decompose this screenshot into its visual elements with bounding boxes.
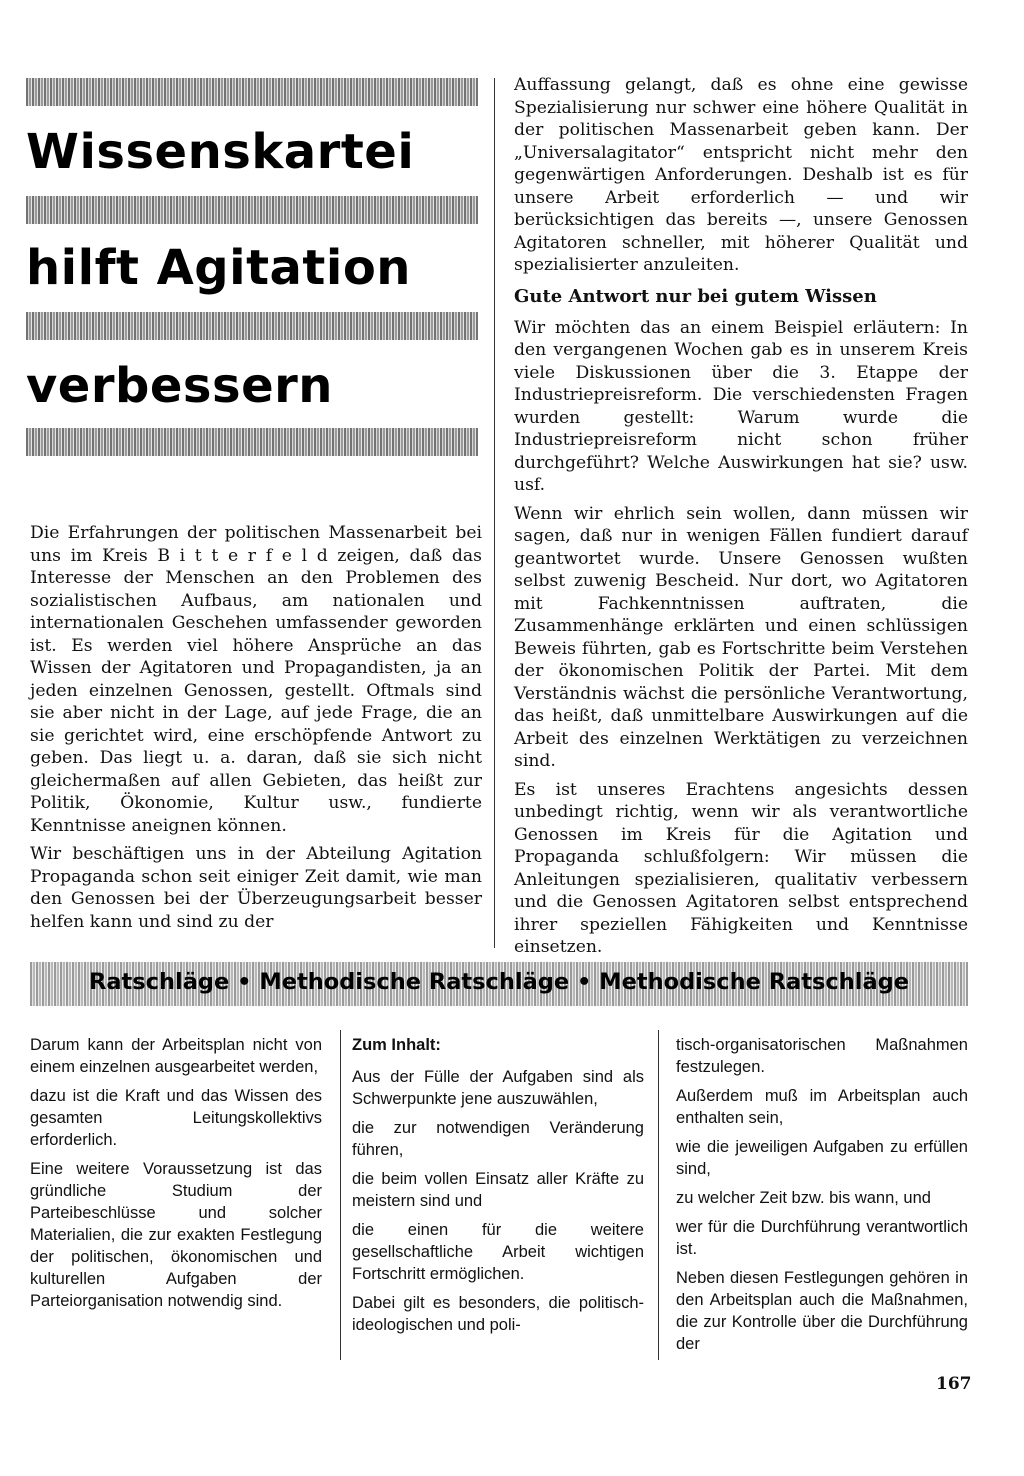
- advice-divider-2: [658, 1030, 659, 1360]
- column-divider: [494, 78, 495, 948]
- right-paragraph-1: Auffassung gelangt, daß es ohne eine gewisse Spezialisierung nur schwer eine höhere Qualität in der politischen Massenarbeit geben kann. Der „Universalagitator“ entspricht nicht mehr den gegenwärtigen Anforderungen. Deshalb ist es für unsere Arbeit erforderlich — und wir berücksichtigen das bereits —, unsere Genossen Agitatoren schneller, mit höherer Qualität und spezialisierter anzuleiten.: [514, 75, 968, 275]
- advice-col3-paragraph-1: tisch-organisatorischen Maßnahmen festzulegen.: [676, 1036, 968, 1076]
- advice-col2-paragraph-1: Aus der Fülle der Aufgaben sind als Schwerpunkte jene auszuwählen,: [352, 1068, 644, 1108]
- advice-column-3: [676, 1034, 968, 1362]
- advice-col1-paragraph-3: Eine weitere Voraussetzung ist das gründliche Studium der Parteibeschlüsse und solcher Materialien, die zur exakten Festlegung der politischen, ökonomischen und kulturellen Aufgaben der Parteiorganisation notwendig sind.: [30, 1160, 322, 1310]
- banner-text: Ratschläge • Methodische Ratschläge • Methodische Ratschläge: [89, 969, 909, 995]
- headline-line-3: verbessern: [26, 358, 333, 414]
- advice-col2-paragraph-5: Dabei gilt es besonders, die politisch-ideologischen und poli-: [352, 1294, 644, 1334]
- advice-col1-paragraph-1: Darum kann der Arbeitsplan nicht von einem einzelnen ausgearbeitet werden,: [30, 1036, 322, 1076]
- advice-col2-heading: Zum Inhalt:: [352, 1036, 441, 1054]
- right-paragraph-2: Wir möchten das an einem Beispiel erläutern: In den vergangenen Wochen gab es in unserem Kreis viele Diskussionen über die 3. Etappe der Industriepreisreform. Die verschiedensten Fragen wurden gestellt: Warum wurde die Industriepreisreform nicht schon früher durchgeführt? Welche Auswirkungen hat sie? usw. usf.: [514, 317, 968, 495]
- decorative-bar-4: [26, 428, 478, 456]
- page-number: 167: [936, 1374, 972, 1394]
- advice-col2-paragraph-2: die zur notwendigen Veränderung führen,: [352, 1119, 644, 1159]
- advice-col3-paragraph-4: zu welcher Zeit bzw. bis wann, und: [676, 1189, 931, 1207]
- advice-column-2: [352, 1034, 644, 1343]
- headline-line-1: Wissenskartei: [26, 124, 415, 180]
- decorative-bar-1: [26, 78, 478, 106]
- section-subheading: Gute Antwort nur bei gutem Wissen: [514, 285, 877, 307]
- advice-banner: [30, 962, 968, 1006]
- advice-col2-paragraph-4: die einen für die weitere gesellschaftliche Arbeit wichtigen Fortschritt ermöglichen.: [352, 1221, 644, 1283]
- advice-divider-1: [340, 1030, 341, 1360]
- right-paragraph-4: Es ist unseres Erachtens angesichts dessen unbedingt richtig, wenn wir als verantwortliche Genossen im Kreis für die Agitation und Propaganda schlußfolgern: Wir müssen die Anleitungen spezialisieren, qualitativ verbessern und die Genossen Agitatoren selbst entsprechend ihrer speziellen Fähigkeiten und Kenntnisse einsetzen.: [514, 779, 968, 957]
- decorative-bar-3: [26, 312, 478, 340]
- right-article-column: [514, 74, 968, 965]
- advice-col1-paragraph-2: dazu ist die Kraft und das Wissen des gesamten Leitungskollektivs erforderlich.: [30, 1087, 322, 1149]
- left-paragraph-2: Wir beschäftigen uns in der Abteilung Agitation Propaganda schon seit einiger Zeit damit, wie man den Genossen bei der Überzeugungsarbeit besser helfen kann und sind zu der: [30, 844, 482, 932]
- headline-line-2: hilft Agitation: [26, 240, 411, 296]
- advice-column-1: [30, 1034, 322, 1319]
- decorative-bar-2: [26, 196, 478, 224]
- advice-col3-paragraph-3: wie die jeweiligen Aufgaben zu erfüllen sind,: [676, 1138, 968, 1178]
- advice-col3-paragraph-2: Außerdem muß im Arbeitsplan auch enthalten sein,: [676, 1087, 968, 1127]
- right-paragraph-3: Wenn wir ehrlich sein wollen, dann müssen wir sagen, daß nur in wenigen Fällen fundiert darauf geantwortet wurde. Unsere Genossen wußten selbst zuwenig Bescheid. Nur dort, wo Agitatoren mit Fachkenntnissen auftraten, die Zusammenhänge erklärten und einen schlüssigen Beweis führten, gab es Fortschritte beim Verstehen der ökonomischen Politik der Partei. Mit dem Verständnis wächst die persönliche Verantwortung, das heißt, daß unmittelbare Auswirkungen auf die Arbeit des einzelnen Werktätigen zu verzeichnen sind.: [514, 503, 968, 771]
- advice-col3-paragraph-6: Neben diesen Festlegungen gehören in den Arbeitsplan auch die Maßnahmen, die zur Kontrolle über die Durchführung der: [676, 1269, 968, 1353]
- left-paragraph-1: Die Erfahrungen der politischen Massenarbeit bei uns im Kreis B i t t e r f e l d zeigen, daß das Interesse der Menschen an den Problemen des sozialistischen Aufbaus, am nationalen und internationalen Geschehen umfassender geworden ist. Es werden viel höhere Ansprüche an das Wissen der Agitatoren und Propagandisten, ja an jeden einzelnen Genossen, gestellt. Oftmals sind sie aber nicht in der Lage, auf jede Frage, die an sie gerichtet wird, eine erschöpfende Antwort zu geben. Das liegt u. a. daran, daß sie sich nicht gleichermaßen auf allen Gebieten, das heißt zur Politik, Ökonomie, Kultur usw., fundierte Kenntnisse aneignen können.: [30, 523, 482, 836]
- left-article-column: [30, 522, 482, 939]
- advice-col3-paragraph-5: wer für die Durchführung verantwortlich ist.: [676, 1218, 968, 1258]
- advice-col2-paragraph-3: die beim vollen Einsatz aller Kräfte zu meistern sind und: [352, 1170, 644, 1210]
